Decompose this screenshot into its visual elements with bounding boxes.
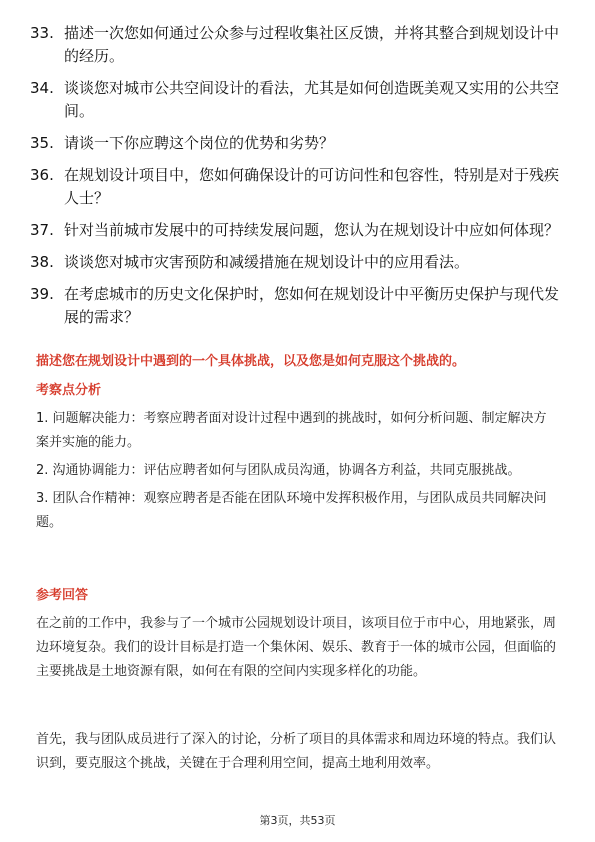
analysis-section: [36, 381, 558, 539]
question-item: [0, 164, 595, 210]
focus-question-section: [36, 352, 558, 372]
answer-paragraph: 首先，我与团队成员进行了深入的讨论，分析了项目的具体需求和周边环境的特点。我们认识到，要克服这个挑战，关键在于合理利用空间，提高土地利用效率。: [36, 732, 557, 771]
analysis-item: 2. 沟通协调能力：评估应聘者如何与团队成员沟通，协调各方利益，共同克服挑战。: [36, 463, 521, 478]
question-text: 在考虑城市的历史文化保护时，您如何在规划设计中平衡历史保护与现代发展的需求？: [64, 285, 560, 326]
question-item: [0, 251, 595, 274]
question-number: 34.: [30, 79, 54, 97]
question-item: [0, 77, 595, 123]
question-number: 35.: [30, 134, 54, 152]
question-item: [0, 219, 595, 242]
question-item: [0, 22, 595, 68]
question-text: 谈谈您对城市公共空间设计的看法，尤其是如何创造既美观又实用的公共空间。: [64, 79, 560, 120]
answer-paragraph: 在之前的工作中，我参与了一个城市公园规划设计项目，该项目位于市中心，用地紧张，周边环境复杂。我们的设计目标是打造一个集休闲、娱乐、教育于一体的城市公园，但面临的主要挑战是土地资源有限，如何在有限的空间内实现多样化的功能。: [36, 616, 557, 679]
answer-heading: 参考回答: [36, 588, 89, 603]
question-number: 38.: [30, 253, 54, 271]
question-item: [0, 132, 595, 155]
question-item: [0, 283, 595, 329]
question-number: 39.: [30, 285, 54, 303]
question-list: [0, 22, 595, 338]
answer-section: [36, 586, 558, 776]
analysis-item: 1. 问题解决能力：考察应聘者面对设计过程中遇到的挑战时，如何分析问题、制定解决方案并实施的能力。: [36, 411, 547, 450]
question-text: 请谈一下你应聘这个岗位的优势和劣势？: [64, 134, 335, 152]
focus-question: 描述您在规划设计中遇到的一个具体挑战，以及您是如何克服这个挑战的。: [36, 354, 466, 369]
page-number: 第3页，共53页: [259, 814, 336, 827]
question-text: 谈谈您对城市灾害预防和减缓措施在规划设计中的应用看法。: [64, 253, 470, 271]
question-number: 33.: [30, 24, 54, 42]
question-text: 针对当前城市发展中的可持续发展问题，您认为在规划设计中应如何体现？: [64, 221, 560, 239]
question-number: 36.: [30, 166, 54, 184]
question-number: 37.: [30, 221, 54, 239]
analysis-item: 3. 团队合作精神：观察应聘者是否能在团队环境中发挥积极作用，与团队成员共同解决问题。: [36, 491, 547, 530]
question-text: 在规划设计项目中，您如何确保设计的可访问性和包容性，特别是对于残疾人士？: [64, 166, 560, 207]
analysis-heading: 考察点分析: [36, 383, 102, 398]
question-text: 描述一次您如何通过公众参与过程收集社区反馈，并将其整合到规划设计中的经历。: [64, 24, 560, 65]
